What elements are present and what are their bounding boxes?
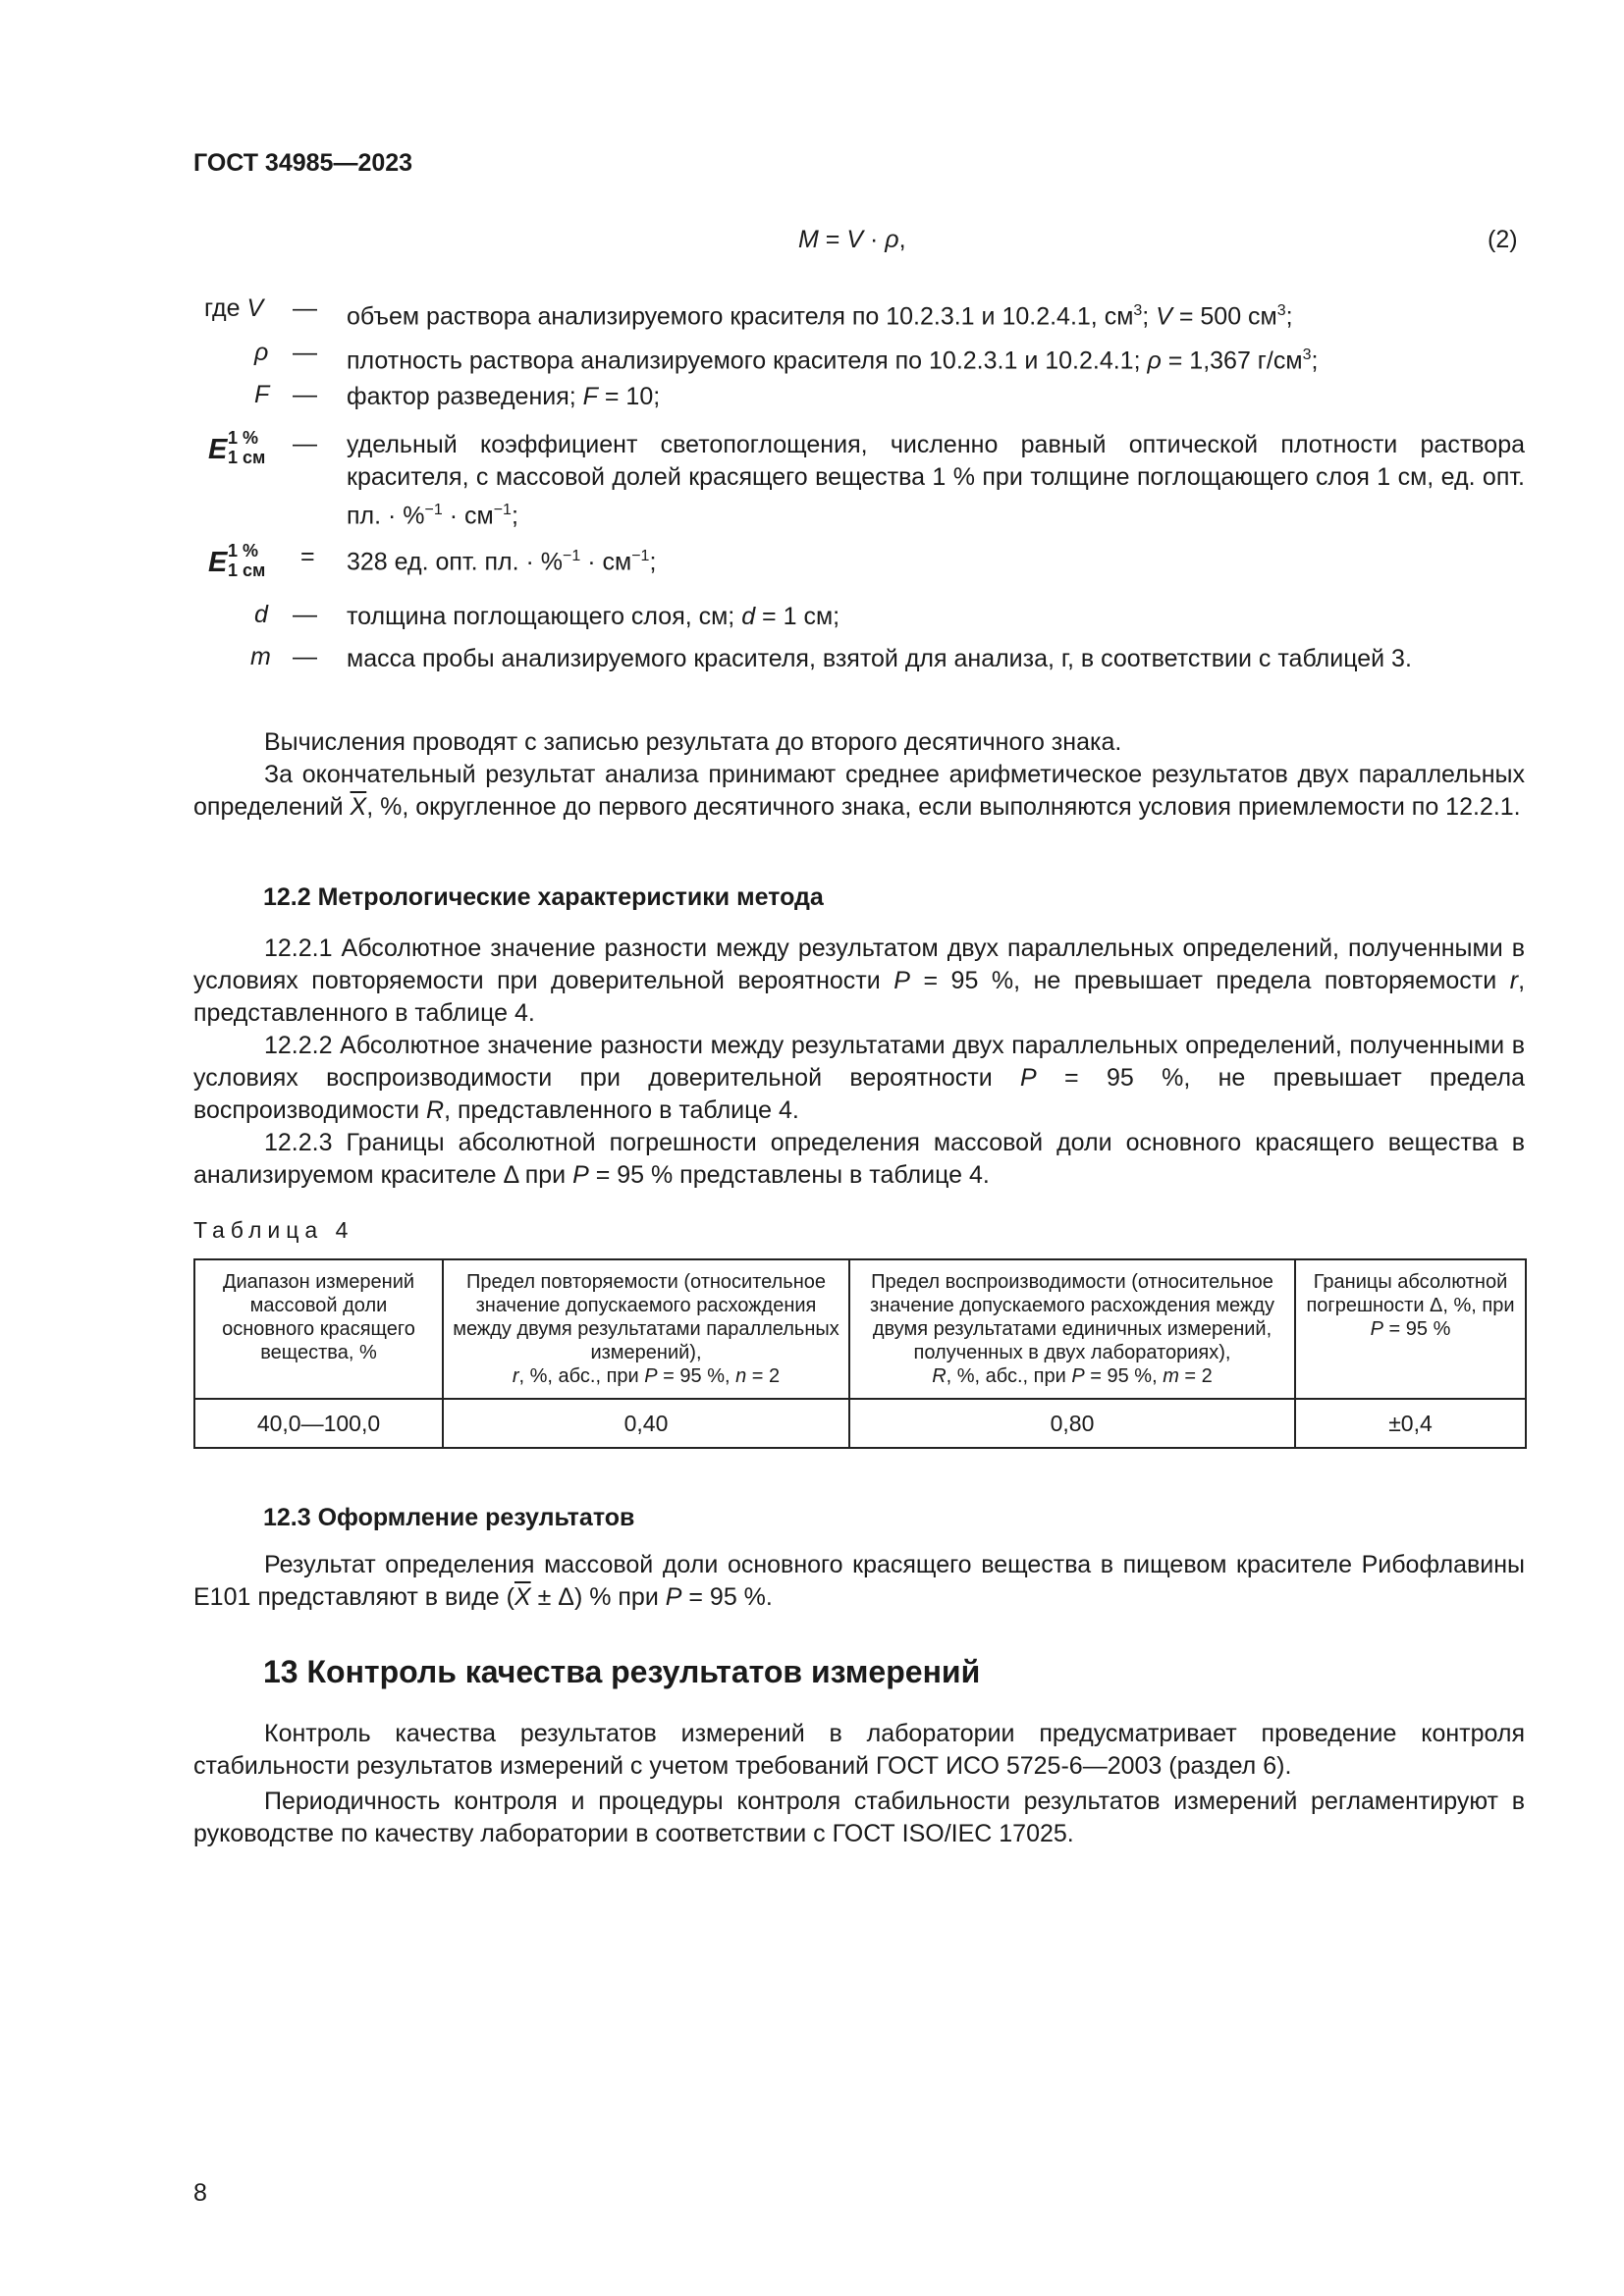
- para-12-2-2: 12.2.2 Абсолютное значение разности между результатами двух параллельных определений, полученными в условиях воспроизводимости при доверительной вероятности P = 95 %, не превышает предела воспроизводимости R, представленного в таблице 4.: [193, 1032, 1525, 1124]
- formula-V: V: [846, 226, 864, 253]
- def-V: объем раствора анализируемого красителя по 10.2.3.1 и 10.2.4.1, $см^3$; V = 500 $см^3$;: [347, 302, 1293, 331]
- cell-R: 0,80: [849, 1399, 1295, 1448]
- cell-r: 0,40: [443, 1399, 849, 1448]
- def-m: масса пробы анализируемого красителя, взятой для анализа, г, в соответствии с таблицей 3.: [347, 645, 1412, 672]
- E-value: 328 ед. опт. пл. · $\%^{-1} \cdot см^{-1}$;: [347, 548, 657, 576]
- para-12-2-1: 12.2.1 Абсолютное значение разности между результатом двух параллельных определений, полученными в условиях повторяемости при доверительной вероятности P = 95 %, не превышает предела повторяемости r, представленного в таблице 4.: [193, 934, 1526, 1027]
- def-rho: плотность раствора анализируемого красителя по 10.2.3.1 и 10.2.4.1; ρ = 1,367 $г/см^3$;: [347, 347, 1319, 375]
- table-4: [193, 1258, 1527, 1449]
- col-header-reproducibility: Предел воспроизводимости (относительное значение допускаемого расхождения между двумя результатами единичных измерений, полученных в двух лабораториях), R, %, абс., при P = 95 %, m = 2: [849, 1259, 1295, 1399]
- equals-sign: =: [300, 543, 315, 570]
- def-E: удельный коэффициент светопоглощения, численно равный оптической плотности раствора красителя, с массовой долей красящего вещества 1 % при толщине поглощающего слоя 1 см, ед. опт. пл. · $\%^{-1} \cdot см^{-1}$;: [347, 431, 1525, 530]
- col-header-range: Диапазон измерений массовой доли основного красящего вещества, %: [194, 1259, 443, 1399]
- def-label-rho: ρ: [254, 339, 269, 366]
- def-label-d: d: [254, 601, 268, 628]
- formula-comma: ,: [898, 226, 906, 253]
- dash: —: [293, 381, 317, 408]
- formula-M: M: [798, 226, 819, 253]
- page-number: 8: [193, 2179, 207, 2207]
- table-caption: Таблица 4: [193, 1217, 354, 1243]
- section-13-heading: 13 Контроль качества результатов измерений: [263, 1654, 981, 1689]
- dash: —: [293, 294, 317, 322]
- dash: —: [293, 339, 317, 366]
- dash: —: [293, 643, 317, 670]
- formula-rho: ρ: [885, 226, 899, 253]
- dash: —: [293, 601, 317, 628]
- col-header-error-bounds: Границы абсолютной погрешности Δ, %, при P = 95 %: [1295, 1259, 1526, 1399]
- def-F: фактор разведения; F = 10;: [347, 383, 661, 410]
- def-label-F: F: [254, 381, 270, 408]
- def-label-V: [204, 294, 263, 323]
- para-13-2: Периодичность контроля и процедуры контроля стабильности результатов измерений регламентируют в руководстве по качеству лаборатории в соответствии с ГОСТ ISO/IEC 17025.: [193, 1788, 1525, 1847]
- para-13-1: Контроль качества результатов измерений в лаборатории предусматривает проведение контроля стабильности результатов измерений с учетом требований ГОСТ ИСО 5725-6—2003 (раздел 6).: [193, 1720, 1525, 1780]
- para-12-2-3: 12.2.3 Границы абсолютной погрешности определения массовой доли основного красящего вещества в анализируемом красителе Δ при P = 95 % представлены в таблице 4.: [193, 1129, 1525, 1189]
- table-header-row: [194, 1259, 1526, 1399]
- E-symbol-2: E 1 % 1 см: [208, 541, 266, 580]
- def-label-m: m: [250, 643, 271, 670]
- formula-number: (2): [1488, 226, 1518, 253]
- cell-delta: ±0,4: [1295, 1399, 1526, 1448]
- para-12-3: Результат определения массовой доли основного красящего вещества в пищевом красителе Рибофлавины Е101 представляют в виде $(\overline{X} \pm \Delta)$ % при P = 95 %.: [193, 1551, 1525, 1611]
- table-row: [194, 1399, 1526, 1448]
- formula-dot: ·: [863, 226, 886, 253]
- col-header-repeatability: Предел повторяемости (относительное значение допускаемого расхождения между двумя результатами параллельных измерений), r, %, абс., при P = 95 %, n = 2: [443, 1259, 849, 1399]
- sym-V: V: [246, 294, 264, 322]
- formula-2: [798, 226, 906, 254]
- section-12-2-heading: 12.2 Метрологические характеристики метода: [263, 883, 824, 911]
- def-d: толщина поглощающего слоя, см; d = 1 см;: [347, 603, 840, 630]
- para-final-result: За окончательный результат анализа принимают среднее арифметическое результатов двух параллельных определений $\overline{X}$, %, округленное до первого десятичного знака, если выполняются условия приемлемости по 12.2.1.: [193, 761, 1525, 821]
- E-symbol-1: E 1 % 1 см: [208, 428, 266, 467]
- section-12-3-heading: 12.3 Оформление результатов: [263, 1504, 635, 1531]
- para-calc: Вычисления проводят с записью результата до второго десятичного знака.: [264, 728, 1122, 756]
- where-word: где: [204, 294, 241, 322]
- formula-eq: =: [818, 226, 847, 253]
- cell-range: 40,0—100,0: [194, 1399, 443, 1448]
- document-code: ГОСТ 34985—2023: [193, 149, 413, 177]
- dash: —: [293, 430, 317, 457]
